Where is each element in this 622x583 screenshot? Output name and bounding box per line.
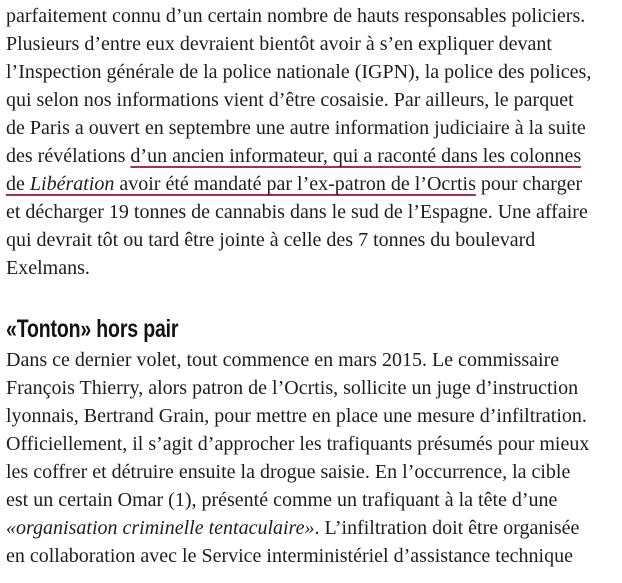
link-ancien-informateur-continued[interactable]: de <box>6 173 30 195</box>
text-span: Dans ce dernier volet, tout commence en mars 2015. Le commissaire <box>6 349 560 371</box>
text-line <box>6 117 586 139</box>
text-span: François Thierry, alors patron de l’Ocrtis, sollicite un juge d’instruction <box>6 377 579 399</box>
text-span: parfaitement connu d’un certain nombre de hauts responsables policiers. <box>6 5 586 27</box>
text-line <box>6 201 588 223</box>
text-span: et décharger 19 tonnes de cannabis dans le sud de l’Espagne. Une affaire <box>6 201 588 223</box>
text-span: qui devrait tôt ou tard être jointe à celle des 7 tonnes du boulevard <box>6 229 536 251</box>
text-span: lyonnais, Bertrand Grain, pour mettre en place une mesure d’infiltration. <box>6 405 587 427</box>
link-liberation-italic[interactable]: Libération <box>29 173 115 195</box>
text-line <box>6 173 582 195</box>
paragraph-body <box>6 346 622 570</box>
text-span: les coffrer et détruire ensuite la drogue saisie. En l’occurrence, la cible <box>6 461 571 483</box>
text-span: Officiellement, il s’agit d’approcher les trafiquants présumés pour mieux <box>6 433 590 455</box>
text-line <box>6 5 585 27</box>
text-line <box>6 377 578 399</box>
text-span: qui selon nos informations vient d’être cosaisie. Par ailleurs, le parquet <box>6 89 574 111</box>
text-span: de Paris a ouvert en septembre une autre information judiciaire à la suite <box>6 117 586 139</box>
text-span: Plusieurs d’entre eux devraient bientôt avoir à s’en expliquer devant <box>6 33 552 55</box>
text-line <box>6 89 574 111</box>
text-line <box>6 61 591 83</box>
text-line <box>6 433 589 455</box>
text-span: des révélations <box>6 145 131 167</box>
text-line <box>6 461 570 483</box>
text-line <box>6 517 579 539</box>
text-line <box>6 489 557 511</box>
text-span: en collaboration avec le Service interministériel d’assistance technique <box>6 545 573 567</box>
quote-italic-span: «organisation criminelle tentaculaire» <box>6 517 315 539</box>
text-line <box>6 405 587 427</box>
paragraph-intro <box>6 2 622 282</box>
text-line <box>6 33 552 55</box>
link-ancien-informateur[interactable]: d’un ancien informateur, qui a raconté dans les colonnes <box>130 145 582 167</box>
text-span: . L’infiltration doit être organisée <box>314 517 580 539</box>
text-line <box>6 229 535 251</box>
section-heading <box>6 314 622 344</box>
text-line <box>6 545 573 567</box>
text-line <box>6 257 90 279</box>
text-line <box>6 349 559 371</box>
text-span: pour charger <box>475 173 583 195</box>
text-line <box>6 145 581 167</box>
text-span: est un certain Omar (1), présenté comme un trafiquant à la tête d’une <box>6 489 558 511</box>
section-heading-text: «Tonton» hors pair <box>6 315 179 343</box>
text-span: Exelmans. <box>6 257 90 279</box>
link-ex-patron-ocrtis[interactable]: avoir été mandaté par l’ex-patron de l’Ocrtis <box>114 173 476 195</box>
text-span: l’Inspection générale de la police nationale (IGPN), la police des polices, <box>6 61 592 83</box>
